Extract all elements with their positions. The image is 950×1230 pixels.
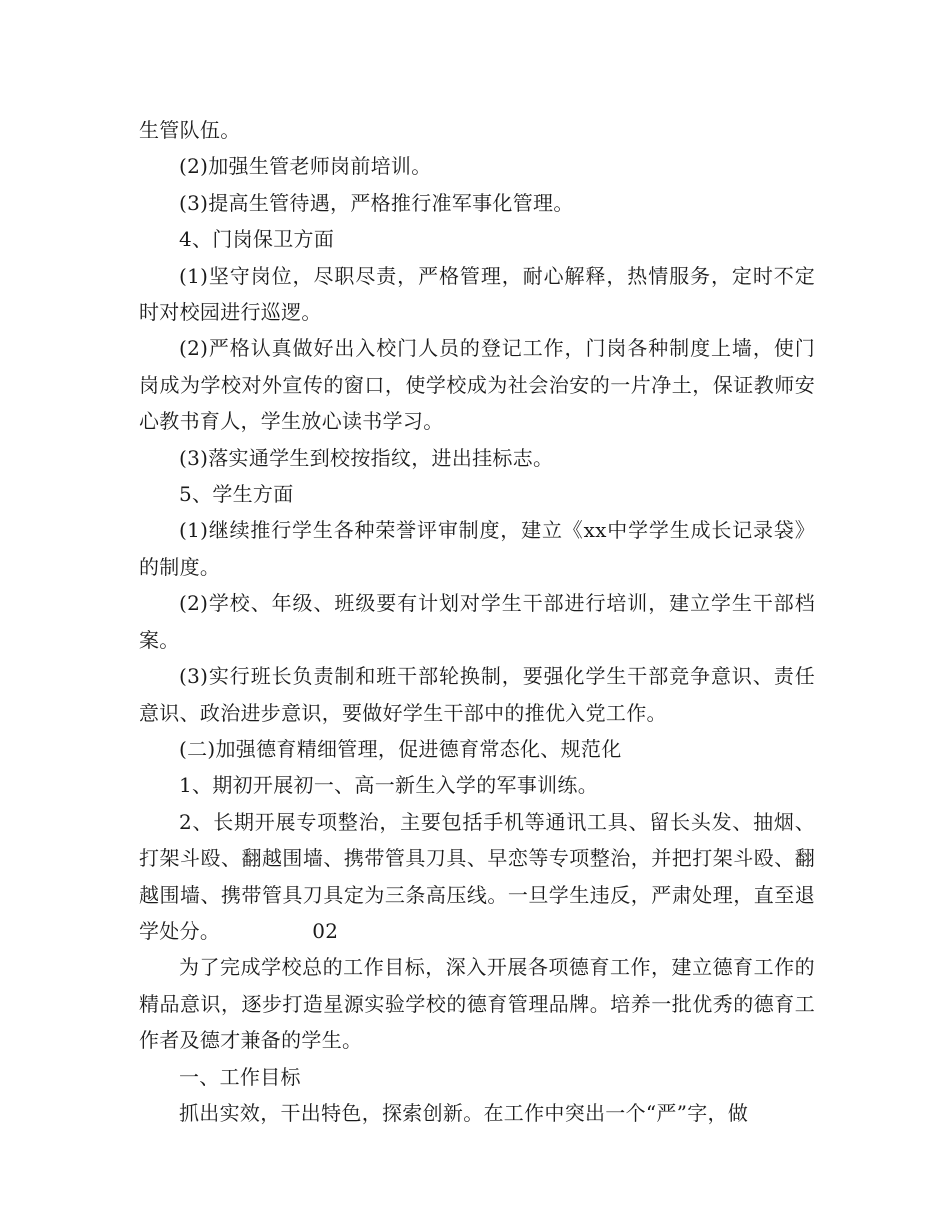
paragraph-10: (2)学校、年级、班级要有计划对学生干部进行培训，建立学生干部档案。	[139, 591, 815, 652]
section-heading-work-goals: 一、工作目标	[179, 1064, 301, 1089]
paragraph-5: (1)坚守岗位，尽职尽责，严格管理，耐心解释，热情服务，定时不定时对校园进行巡逻。	[139, 263, 815, 325]
paragraph-13: 1、期初开展初一、高一新生入学的军事训练。	[179, 773, 599, 798]
paragraph-7: (3)落实通学生到校按指纹，进出挂标志。	[179, 445, 554, 470]
paragraph-17: 抓出实效，干出特色，探索创新。在工作中突出一个“严”字，做	[179, 1100, 749, 1125]
paragraph-14-text: 2、长期开展专项整治，主要包括手机等通讯工具、留长头发、抽烟、打架斗殴、翻越围墙、携带管具刀具、早恋等专项整治，并把打架斗殴、翻越围墙、携带管具刀具定为三条高压线。一旦学生违反，严肃处理，直至退学处分。	[139, 809, 815, 943]
paragraph-15: 为了完成学校总的工作目标，深入开展各项德育工作，建立德育工作的精品意识，逐步打造星源实验学校的德育管理品牌。培养一批优秀的德育工作者及德才兼备的学生。	[139, 955, 815, 1053]
paragraph-3: (3)提高生管待遇，严格推行准军事化管理。	[179, 190, 574, 215]
paragraph-2: (2)加强生管老师岗前培训。	[179, 154, 432, 179]
section-heading-students: 5、学生方面	[179, 482, 294, 507]
paragraph-14	[139, 804, 815, 950]
paragraph-6: (2)严格认真做好出入校门人员的登记工作，门岗各种制度上墙，使门岗成为学校对外宣传的窗口，使学校成为社会治安的一片净土，保证教师安心教书育人，学生放心读书学习。	[139, 336, 815, 434]
page-marker: 02	[312, 918, 339, 943]
document-body	[139, 112, 815, 1131]
section-heading-gate-security: 4、门岗保卫方面	[179, 227, 335, 252]
paragraph-1: 生管队伍。	[139, 118, 241, 142]
section-heading-moral-education: (二)加强德育精细管理，促进德育常态化、规范化	[179, 736, 622, 761]
paragraph-11: (3)实行班长负责制和班干部轮换制，要强化学生干部竞争意识、责任意识、政治进步意识，要做好学生干部中的推优入党工作。	[139, 664, 815, 725]
paragraph-9: (1)继续推行学生各种荣誉评审制度，建立《xx中学学生成长记录袋》的制度。	[139, 518, 815, 579]
